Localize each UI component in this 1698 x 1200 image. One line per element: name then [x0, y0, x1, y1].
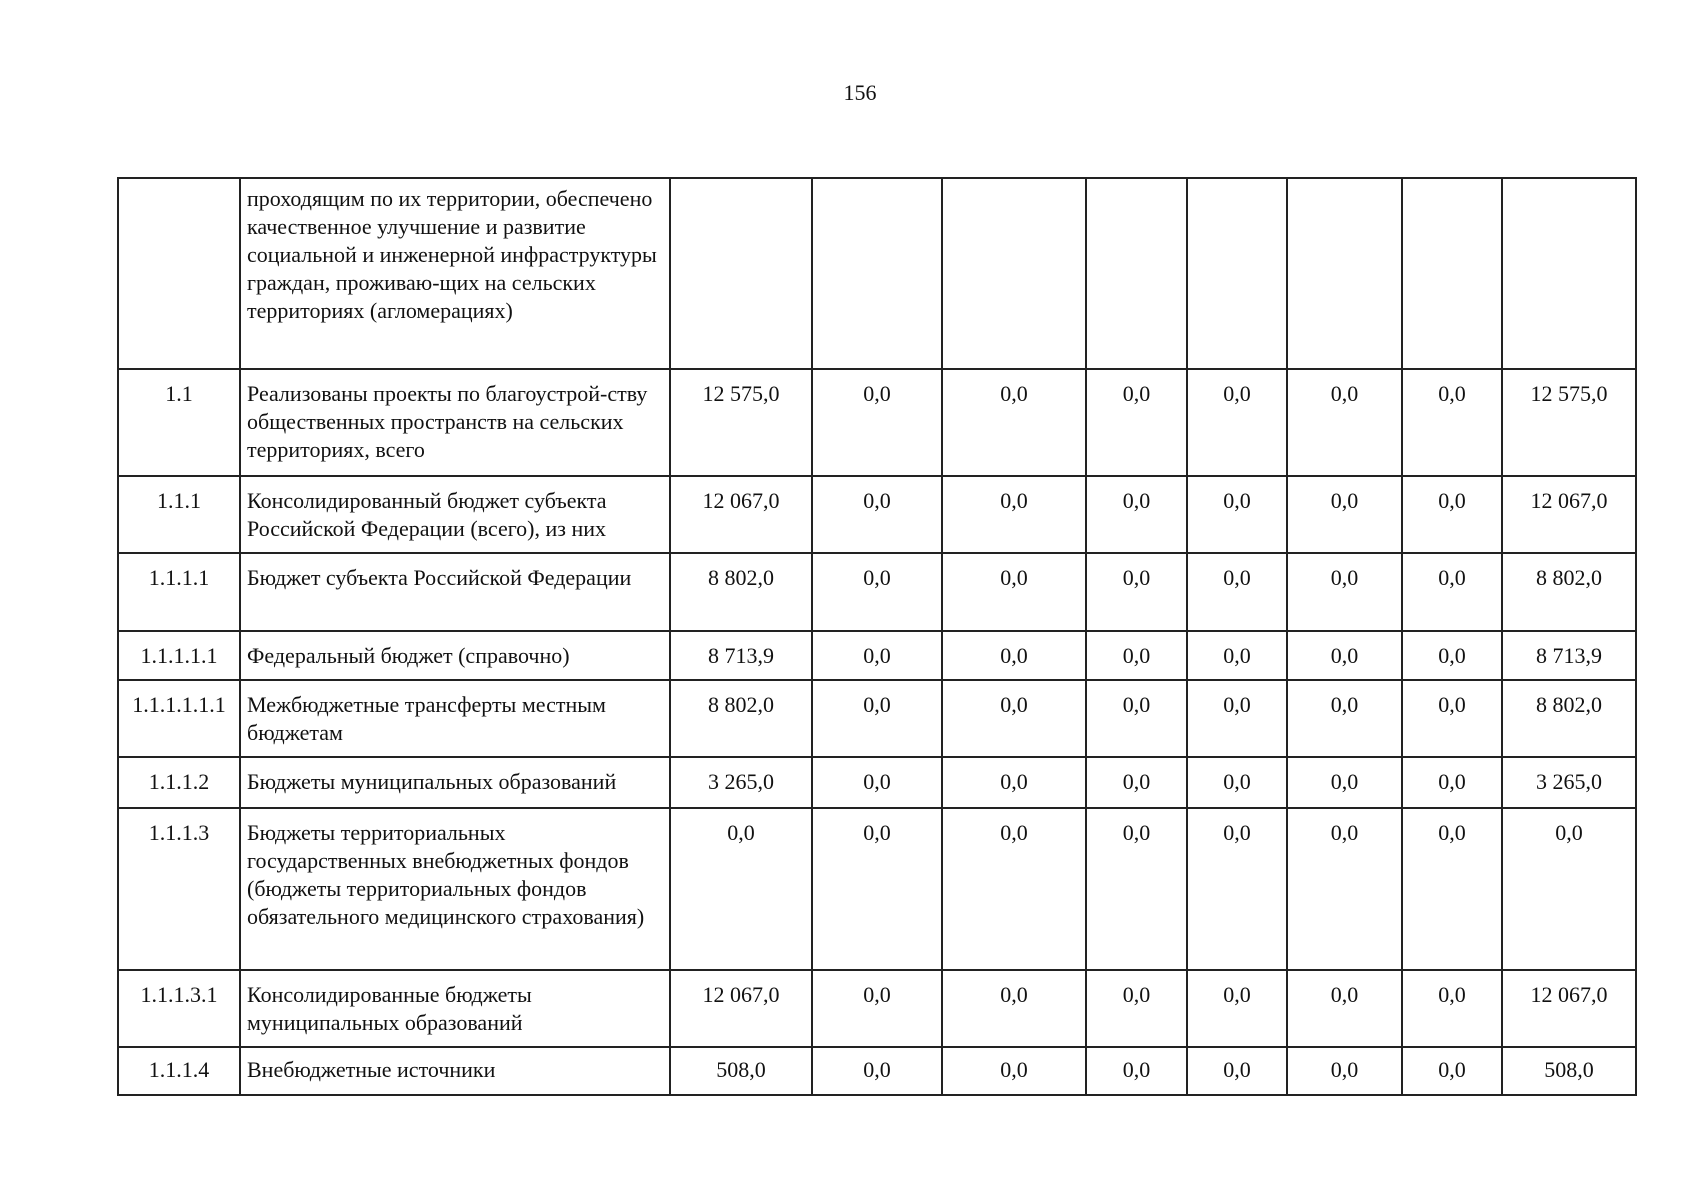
value-cell: 0,0 [1287, 631, 1402, 680]
value-cell: 0,0 [1402, 369, 1502, 476]
value-cell: 0,0 [1187, 476, 1287, 553]
value-cell: 508,0 [670, 1047, 812, 1095]
table-row [118, 680, 1636, 757]
value-cell: 12 067,0 [670, 476, 812, 553]
value-cell [1502, 178, 1636, 369]
value-cell: 0,0 [1187, 631, 1287, 680]
table-row [118, 1047, 1636, 1095]
value-cell: 12 067,0 [1502, 970, 1636, 1047]
row-name: Консолидированные бюджеты муниципальных образований [240, 970, 670, 1047]
row-code: 1.1.1 [118, 476, 240, 553]
row-code: 1.1 [118, 369, 240, 476]
value-cell [670, 178, 812, 369]
value-cell: 0,0 [1086, 970, 1187, 1047]
table-row [118, 178, 1636, 369]
row-name: Бюджет субъекта Российской Федерации [240, 553, 670, 631]
value-cell: 0,0 [1086, 553, 1187, 631]
row-name: Реализованы проекты по благоустрой-ству общественных пространств на сельских территориях, всего [240, 369, 670, 476]
row-code: 1.1.1.4 [118, 1047, 240, 1095]
row-code: 1.1.1.1 [118, 553, 240, 631]
value-cell: 0,0 [1287, 476, 1402, 553]
row-name: Внебюджетные источники [240, 1047, 670, 1095]
page-number: 156 [843, 80, 877, 105]
value-cell: 0,0 [812, 631, 942, 680]
value-cell: 0,0 [1502, 808, 1636, 970]
value-cell: 0,0 [1086, 631, 1187, 680]
table-row [118, 808, 1636, 970]
value-cell: 0,0 [942, 757, 1086, 808]
value-cell: 0,0 [1086, 680, 1187, 757]
value-cell: 0,0 [1086, 808, 1187, 970]
value-cell: 0,0 [1187, 808, 1287, 970]
value-cell: 8 802,0 [1502, 680, 1636, 757]
row-code: 1.1.1.1.1.1 [118, 680, 240, 757]
value-cell: 0,0 [1402, 631, 1502, 680]
value-cell: 0,0 [942, 680, 1086, 757]
value-cell: 0,0 [812, 970, 942, 1047]
value-cell: 0,0 [1086, 757, 1187, 808]
row-name: Бюджеты муниципальных образований [240, 757, 670, 808]
value-cell: 0,0 [812, 680, 942, 757]
table-row [118, 369, 1636, 476]
row-code: 1.1.1.1.1 [118, 631, 240, 680]
value-cell: 12 067,0 [1502, 476, 1636, 553]
value-cell: 0,0 [1287, 970, 1402, 1047]
value-cell: 0,0 [812, 757, 942, 808]
value-cell: 0,0 [942, 631, 1086, 680]
row-name: Федеральный бюджет (справочно) [240, 631, 670, 680]
value-cell: 8 713,9 [1502, 631, 1636, 680]
value-cell: 0,0 [942, 476, 1086, 553]
value-cell: 0,0 [1402, 808, 1502, 970]
value-cell: 3 265,0 [1502, 757, 1636, 808]
value-cell: 508,0 [1502, 1047, 1636, 1095]
value-cell: 0,0 [1287, 680, 1402, 757]
value-cell [1287, 178, 1402, 369]
table-row [118, 476, 1636, 553]
value-cell: 0,0 [1086, 476, 1187, 553]
value-cell: 0,0 [1402, 680, 1502, 757]
value-cell: 0,0 [1187, 1047, 1287, 1095]
value-cell: 0,0 [942, 970, 1086, 1047]
value-cell: 0,0 [1287, 553, 1402, 631]
value-cell: 0,0 [1086, 369, 1187, 476]
value-cell: 8 802,0 [670, 553, 812, 631]
value-cell: 0,0 [812, 476, 942, 553]
row-name: Консолидированный бюджет субъекта Российской Федерации (всего), из них [240, 476, 670, 553]
row-name: проходящим по их территории, обеспечено качественное улучшение и развитие социальной и инженерной инфраструктуры граждан, проживаю-щих на сельских территориях (агломерациях) [240, 178, 670, 369]
value-cell: 0,0 [1187, 369, 1287, 476]
value-cell: 0,0 [812, 369, 942, 476]
value-cell: 0,0 [942, 808, 1086, 970]
value-cell: 8 713,9 [670, 631, 812, 680]
row-code: 1.1.1.3.1 [118, 970, 240, 1047]
row-name: Межбюджетные трансферты местным бюджетам [240, 680, 670, 757]
value-cell: 3 265,0 [670, 757, 812, 808]
value-cell: 0,0 [1287, 757, 1402, 808]
value-cell: 0,0 [1402, 553, 1502, 631]
value-cell: 0,0 [1086, 1047, 1187, 1095]
value-cell: 0,0 [942, 1047, 1086, 1095]
value-cell: 0,0 [1402, 757, 1502, 808]
value-cell: 0,0 [670, 808, 812, 970]
value-cell: 0,0 [942, 369, 1086, 476]
value-cell: 0,0 [1187, 680, 1287, 757]
value-cell: 12 575,0 [1502, 369, 1636, 476]
value-cell [1402, 178, 1502, 369]
value-cell [942, 178, 1086, 369]
value-cell: 0,0 [1187, 970, 1287, 1047]
value-cell: 0,0 [1187, 553, 1287, 631]
row-code: 1.1.1.3 [118, 808, 240, 970]
value-cell: 0,0 [1402, 476, 1502, 553]
table-row [118, 757, 1636, 808]
value-cell: 0,0 [812, 553, 942, 631]
table-row [118, 970, 1636, 1047]
value-cell: 0,0 [812, 1047, 942, 1095]
row-code: 1.1.1.2 [118, 757, 240, 808]
value-cell [812, 178, 942, 369]
value-cell: 0,0 [812, 808, 942, 970]
value-cell: 0,0 [1287, 808, 1402, 970]
value-cell: 12 067,0 [670, 970, 812, 1047]
value-cell [1086, 178, 1187, 369]
value-cell: 0,0 [1287, 1047, 1402, 1095]
budget-table [117, 177, 1637, 1096]
row-name: Бюджеты территориальных государственных внебюджетных фондов (бюджеты территориальных фондов обязательного медицинского страхования) [240, 808, 670, 970]
row-code [118, 178, 240, 369]
value-cell: 8 802,0 [1502, 553, 1636, 631]
value-cell: 0,0 [942, 553, 1086, 631]
value-cell: 0,0 [1402, 1047, 1502, 1095]
value-cell: 0,0 [1187, 757, 1287, 808]
table-row [118, 631, 1636, 680]
value-cell: 0,0 [1402, 970, 1502, 1047]
value-cell [1187, 178, 1287, 369]
value-cell: 8 802,0 [670, 680, 812, 757]
value-cell: 12 575,0 [670, 369, 812, 476]
table-row [118, 553, 1636, 631]
value-cell: 0,0 [1287, 369, 1402, 476]
